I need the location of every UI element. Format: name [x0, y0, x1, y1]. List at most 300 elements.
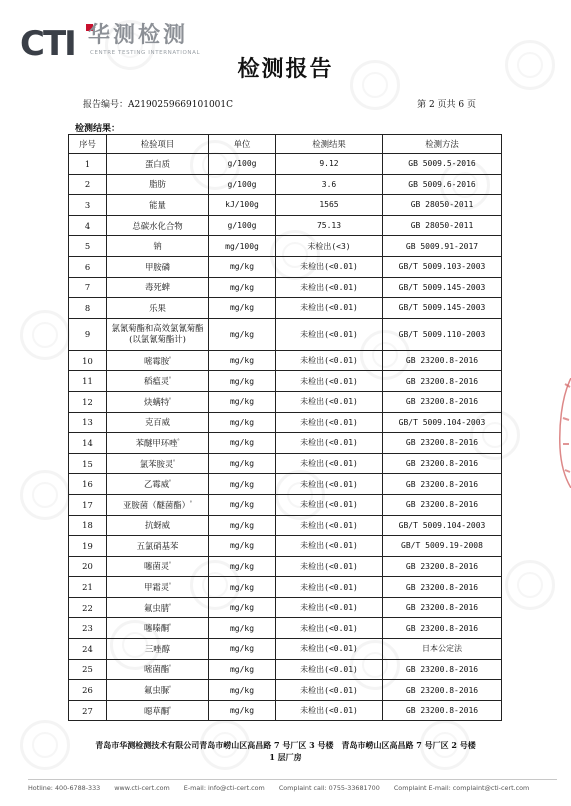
cell-unit-text: mg/100g — [225, 241, 259, 251]
cell-no — [69, 474, 107, 495]
cell-result-text: 未检出(<0.01) — [300, 685, 358, 695]
cell-result — [276, 433, 383, 454]
cell-unit — [209, 174, 276, 195]
cell-item-text: 稻瘟灵 — [143, 376, 170, 387]
cell-method — [383, 453, 502, 474]
cell-item — [107, 577, 209, 598]
cell-result — [276, 618, 383, 639]
cell-no-text: 3 — [84, 199, 91, 210]
cell-result-text: 未检出(<0.01) — [300, 644, 358, 654]
cell-result-text: 未检出(<0.01) — [300, 541, 358, 551]
cell-item-text: 钠 — [153, 241, 162, 252]
cell-result — [276, 195, 383, 216]
cell-result — [276, 639, 383, 660]
cell-method-text: GB 23200.8-2016 — [405, 603, 479, 613]
cell-unit — [209, 597, 276, 618]
test-mark: ᵟ — [173, 458, 176, 465]
cell-unit — [209, 577, 276, 598]
cell-unit-text: mg/kg — [229, 376, 255, 386]
cell-method-text: GB/T 5009.19-2008 — [401, 541, 483, 551]
cell-unit-text: mg/kg — [229, 459, 255, 469]
cell-item-text: 总碳水化合物 — [132, 220, 183, 231]
cell-method-text: GB/T 5009.104-2003 — [398, 520, 486, 530]
cell-item-text: 抗蚜威 — [144, 520, 171, 531]
cell-item — [107, 474, 209, 495]
cell-no-text: 10 — [82, 355, 93, 366]
email-link[interactable]: E-mail: info@cti-cert.com — [183, 784, 265, 792]
cell-result-text: 未检出(<0.01) — [300, 397, 358, 407]
cell-result — [276, 371, 383, 392]
test-mark: ᵟ — [169, 705, 172, 712]
cell-method-text: GB/T 5009.103-2003 — [398, 262, 486, 272]
cell-no — [69, 659, 107, 680]
test-mark: ᵟ — [169, 561, 172, 568]
cell-item-text: 嘧霉胺 — [143, 355, 170, 366]
cell-no-text: 20 — [82, 561, 93, 572]
cell-result-text: 未检出(<0.01) — [300, 623, 358, 633]
cell-no — [69, 639, 107, 660]
cell-item-text: 噻菌灵 — [143, 561, 170, 572]
cell-item-text: 氟虫腈 — [143, 602, 170, 613]
cell-method — [383, 318, 502, 350]
cell-method-text: GB 23200.8-2016 — [405, 582, 479, 592]
cell-result — [276, 174, 383, 195]
cell-unit — [209, 256, 276, 277]
cell-result-text: 未检出(<0.01) — [300, 282, 358, 292]
report-number: 报告编号：A2190259669101001C — [83, 100, 234, 110]
cell-item-text: 克百威 — [144, 417, 171, 428]
cell-method-text: GB 23200.8-2016 — [405, 356, 479, 366]
cell-no-text: 13 — [82, 417, 93, 428]
cell-no-text: 11 — [82, 376, 93, 387]
cell-method-text: 日本公定法 — [422, 644, 462, 654]
cell-result-text: 未检出(<0.01) — [300, 479, 358, 489]
cell-item-text: 乙霉威 — [143, 479, 170, 490]
cell-result-text: 未检出(<0.01) — [300, 376, 358, 386]
cell-unit-text: mg/kg — [229, 303, 255, 313]
cell-result-text: 未检出(<0.01) — [300, 664, 358, 674]
cell-no — [69, 277, 107, 298]
cell-unit-text: kJ/100g — [225, 200, 259, 210]
cell-item — [107, 494, 209, 515]
cell-no — [69, 215, 107, 236]
cell-result-text: 未检出(<0.01) — [300, 417, 358, 427]
cell-unit-text: mg/kg — [229, 623, 255, 633]
cell-item — [107, 277, 209, 298]
table-row — [69, 412, 502, 433]
cell-item-text: 毒死蜱 — [144, 282, 171, 293]
cell-unit-text: mg/kg — [229, 479, 255, 489]
col-header-unit: 单位 — [209, 135, 276, 154]
table-row — [69, 577, 502, 598]
cell-no — [69, 195, 107, 216]
cell-result — [276, 256, 383, 277]
cell-unit — [209, 433, 276, 454]
test-mark: ᵟ — [177, 438, 180, 445]
cell-unit-text: mg/kg — [229, 417, 255, 427]
cell-no — [69, 371, 107, 392]
page-info: 第 2 页共 6 页 — [417, 100, 476, 110]
cell-method — [383, 639, 502, 660]
cell-item-text: 甲胺磷 — [144, 261, 171, 272]
cell-unit-text: g/100g — [227, 179, 257, 189]
cell-item — [107, 659, 209, 680]
cell-no — [69, 154, 107, 175]
cell-unit-text: mg/kg — [229, 500, 255, 510]
cell-no — [69, 597, 107, 618]
cell-item — [107, 195, 209, 216]
cell-unit — [209, 474, 276, 495]
logo-name: 华测检测 — [88, 23, 189, 48]
cell-result — [276, 494, 383, 515]
cell-method — [383, 256, 502, 277]
cell-result-text: 未检出(<0.01) — [300, 262, 358, 272]
table-header-row — [69, 135, 502, 154]
cell-method — [383, 371, 502, 392]
cell-no — [69, 236, 107, 257]
cell-method — [383, 680, 502, 701]
cell-method-text: GB/T 5009.145-2003 — [398, 303, 486, 313]
cell-method — [383, 556, 502, 577]
table-row — [69, 700, 502, 721]
cell-result — [276, 412, 383, 433]
table-row — [69, 174, 502, 195]
logo-subtitle: CENTRE TESTING INTERNATIONAL — [90, 50, 201, 56]
table-row — [69, 277, 502, 298]
address-line-2: 1 层厂房 — [269, 752, 302, 762]
cell-item — [107, 298, 209, 319]
cell-item — [107, 680, 209, 701]
cell-unit — [209, 350, 276, 371]
cell-no-text: 14 — [82, 437, 93, 448]
cell-unit — [209, 215, 276, 236]
cell-method — [383, 474, 502, 495]
table-row — [69, 298, 502, 319]
table-row — [69, 236, 502, 257]
cell-no-text: 5 — [84, 241, 91, 252]
cell-method — [383, 174, 502, 195]
cell-unit — [209, 659, 276, 680]
test-mark: ᵟ — [169, 623, 172, 630]
cell-item — [107, 597, 209, 618]
table-row — [69, 515, 502, 536]
cell-method — [383, 195, 502, 216]
cell-method — [383, 597, 502, 618]
cell-no-text: 6 — [84, 261, 91, 272]
table-row — [69, 318, 502, 350]
cell-no-text: 19 — [82, 540, 93, 551]
cell-result-text: 未检出(<0.01) — [300, 603, 358, 613]
cell-item-text: 噻嗪酮 — [143, 623, 170, 634]
cell-item — [107, 433, 209, 454]
table-body — [69, 154, 502, 721]
cell-method-text: GB 23200.8-2016 — [405, 685, 479, 695]
cell-item — [107, 371, 209, 392]
cell-no — [69, 391, 107, 412]
cell-result — [276, 391, 383, 412]
cell-no-text: 7 — [84, 282, 91, 293]
cell-item — [107, 256, 209, 277]
table-row — [69, 536, 502, 557]
cell-item — [107, 236, 209, 257]
cell-item — [107, 350, 209, 371]
table-row — [69, 433, 502, 454]
cell-item — [107, 556, 209, 577]
cell-method-text: GB 5009.6-2016 — [408, 179, 476, 189]
cell-result — [276, 474, 383, 495]
cell-result — [276, 659, 383, 680]
cell-no-text: 24 — [82, 643, 93, 654]
cell-unit-text: mg/kg — [229, 541, 255, 551]
cell-method-text: GB 5009.91-2017 — [405, 241, 479, 251]
cell-unit-text: mg/kg — [229, 356, 255, 366]
cell-item-text: 脂肪 — [149, 179, 166, 190]
cell-no — [69, 453, 107, 474]
cell-method — [383, 659, 502, 680]
cell-result — [276, 453, 383, 474]
cell-result-text: 未检出(<0.01) — [300, 356, 358, 366]
cell-item-text: 能量 — [149, 199, 166, 210]
cell-result — [276, 680, 383, 701]
cell-method-text: GB/T 5009.104-2003 — [398, 417, 486, 427]
cell-method — [383, 277, 502, 298]
cell-no — [69, 680, 107, 701]
cell-unit — [209, 391, 276, 412]
cell-item — [107, 318, 209, 350]
table-row — [69, 494, 502, 515]
cell-method-text: GB 23200.8-2016 — [405, 397, 479, 407]
cell-item-text: 乐果 — [149, 302, 166, 313]
cell-unit — [209, 618, 276, 639]
cell-result-text: 未检出(<0.01) — [300, 582, 358, 592]
cell-method — [383, 236, 502, 257]
cell-method-text: GB 23200.8-2016 — [405, 376, 479, 386]
cell-method-text: GB/T 5009.110-2003 — [398, 329, 486, 339]
cell-unit — [209, 277, 276, 298]
cell-no-text: 27 — [82, 705, 93, 716]
cell-unit — [209, 318, 276, 350]
cell-method — [383, 215, 502, 236]
cell-method-text: GB 23200.8-2016 — [405, 500, 479, 510]
cell-no — [69, 577, 107, 598]
cell-no — [69, 556, 107, 577]
cell-method — [383, 494, 502, 515]
cell-method-text: GB 5009.5-2016 — [408, 159, 476, 169]
hotline: Hotline: 400-6788-333 — [28, 784, 101, 792]
cell-item-text: 苯醚甲环唑 — [135, 437, 178, 448]
watermark-circle — [505, 560, 555, 610]
table-row — [69, 618, 502, 639]
website-link[interactable]: www.cti-cert.com — [114, 784, 170, 792]
cell-unit — [209, 453, 276, 474]
cell-method-text: GB/T 5009.145-2003 — [398, 282, 486, 292]
test-mark: ᵟ — [169, 582, 172, 589]
test-mark: ᵟ — [169, 685, 172, 692]
table-row — [69, 215, 502, 236]
cell-no-text: 16 — [82, 479, 93, 490]
cell-item-text: 炔螨特 — [143, 396, 170, 407]
cell-result-text: 未检出(<0.01) — [300, 500, 358, 510]
cell-item — [107, 412, 209, 433]
table-row — [69, 556, 502, 577]
test-mark: ᵟ — [169, 664, 172, 671]
cell-unit — [209, 298, 276, 319]
test-mark: ᵟ — [169, 602, 172, 609]
cell-result-text: 未检出(<3) — [307, 241, 351, 251]
cell-result-text: 1565 — [319, 200, 339, 210]
cell-item — [107, 639, 209, 660]
cell-item — [107, 536, 209, 557]
logo-mark: CTI — [20, 24, 75, 64]
cell-method-text: GB 28050-2011 — [410, 200, 474, 210]
seal-stamp-icon — [557, 378, 571, 488]
watermark-circle — [20, 310, 70, 360]
table-row — [69, 659, 502, 680]
cell-unit-text: mg/kg — [229, 603, 255, 613]
cell-no-text: 23 — [82, 623, 93, 634]
cell-result — [276, 556, 383, 577]
cell-item — [107, 515, 209, 536]
table-row — [69, 154, 502, 175]
cell-item-text: 蛋白质 — [144, 158, 171, 169]
cell-no-text: 4 — [84, 220, 91, 231]
cell-item — [107, 154, 209, 175]
page-title: 检测报告 — [237, 57, 334, 82]
cell-unit — [209, 494, 276, 515]
cell-item-text: 三唑醇 — [144, 643, 171, 654]
test-mark: ᵟ — [169, 396, 172, 403]
table-row — [69, 350, 502, 371]
cell-method-text: GB 23200.8-2016 — [405, 623, 479, 633]
table-row — [69, 680, 502, 701]
cell-unit — [209, 556, 276, 577]
cell-unit-text: g/100g — [227, 221, 257, 231]
cell-method-text: GB 23200.8-2016 — [405, 664, 479, 674]
cell-unit-text: mg/kg — [229, 561, 255, 571]
cell-no-text: 2 — [84, 179, 91, 190]
cell-result-text: 未检出(<0.01) — [300, 459, 358, 469]
table-row — [69, 474, 502, 495]
contact-bar — [28, 779, 557, 792]
address-line-1: 青岛市华测检测技术有限公司青岛市崂山区高昌路 7 号厂区 3 号楼 青岛市崂山区高昌路 7 号厂区 2 号楼 — [95, 740, 476, 750]
cell-result — [276, 515, 383, 536]
cell-item — [107, 215, 209, 236]
cell-method-text: GB 23200.8-2016 — [405, 438, 479, 448]
test-mark: ᵟ — [169, 479, 172, 486]
cell-unit-text: mg/kg — [229, 520, 255, 530]
cell-method — [383, 577, 502, 598]
cell-result-text: 75.13 — [316, 221, 342, 231]
cell-result — [276, 577, 383, 598]
test-mark: ᵟ — [190, 499, 192, 506]
cell-method — [383, 154, 502, 175]
cell-item-text: 嘧菌酯 — [143, 664, 170, 675]
cell-unit — [209, 371, 276, 392]
watermark-circle — [20, 470, 70, 520]
col-header-method: 检测方法 — [383, 135, 502, 154]
cell-result — [276, 298, 383, 319]
cell-result-text: 未检出(<0.01) — [300, 706, 358, 716]
col-header-no: 序号 — [69, 135, 107, 154]
cell-unit — [209, 515, 276, 536]
complaint-email-link[interactable]: Complaint E-mail: complaint@cti-cert.com — [393, 784, 530, 792]
cell-method — [383, 433, 502, 454]
cell-result-text: 未检出(<0.01) — [300, 520, 358, 530]
cell-result-text: 未检出(<0.01) — [300, 303, 358, 313]
cell-method — [383, 391, 502, 412]
complaint-call: Complaint call: 0755-33681700 — [278, 784, 380, 792]
cell-result — [276, 536, 383, 557]
cell-item — [107, 618, 209, 639]
cell-result-text: 未检出(<0.01) — [300, 438, 358, 448]
table-row — [69, 391, 502, 412]
cell-result — [276, 277, 383, 298]
col-header-result: 检测结果 — [276, 135, 383, 154]
cell-method-text: GB 28050-2011 — [410, 221, 474, 231]
cell-result-text: 未检出(<0.01) — [300, 561, 358, 571]
results-table — [68, 134, 502, 721]
cell-method — [383, 298, 502, 319]
cell-no — [69, 494, 107, 515]
cell-method — [383, 515, 502, 536]
cell-no — [69, 298, 107, 319]
cell-method — [383, 618, 502, 639]
cell-item-text: 氯苯胺灵 — [139, 458, 174, 469]
cell-result-text: 未检出(<0.01) — [300, 329, 358, 339]
cell-unit-text: mg/kg — [229, 685, 255, 695]
cell-result — [276, 700, 383, 721]
cell-method — [383, 536, 502, 557]
cell-item — [107, 391, 209, 412]
cell-result — [276, 318, 383, 350]
col-header-item: 检验项目 — [107, 135, 209, 154]
section-title: 检测结果： — [75, 124, 121, 134]
cell-item-text: 甲霜灵 — [143, 582, 170, 593]
cell-no — [69, 618, 107, 639]
cell-no-text: 8 — [84, 302, 91, 313]
cell-no — [69, 412, 107, 433]
table-row — [69, 256, 502, 277]
cell-no — [69, 433, 107, 454]
cell-result — [276, 236, 383, 257]
cell-unit-text: mg/kg — [229, 706, 255, 716]
cell-method-text: GB 23200.8-2016 — [405, 479, 479, 489]
cell-no-text: 26 — [82, 685, 93, 696]
cell-unit-text: mg/kg — [229, 582, 255, 592]
cell-item — [107, 174, 209, 195]
test-mark: ᵟ — [169, 355, 172, 362]
cell-method-text: GB 23200.8-2016 — [405, 561, 479, 571]
cell-unit — [209, 680, 276, 701]
cell-no-text: 17 — [82, 499, 93, 510]
cell-result — [276, 154, 383, 175]
cell-unit-text: mg/kg — [229, 664, 255, 674]
cell-item-text: 氯氰菊酯和高效氯氰菊酯(以氯氰菊酯计) — [111, 323, 204, 345]
cell-method — [383, 700, 502, 721]
cell-method-text: GB 23200.8-2016 — [405, 459, 479, 469]
cell-no — [69, 318, 107, 350]
table-row — [69, 453, 502, 474]
cell-method — [383, 350, 502, 371]
cell-item-text: 五氯硝基苯 — [136, 540, 179, 551]
cell-no — [69, 174, 107, 195]
cell-item — [107, 453, 209, 474]
cell-unit — [209, 412, 276, 433]
cell-no-text: 22 — [82, 602, 93, 613]
test-mark: ᵟ — [169, 376, 172, 383]
cell-unit — [209, 639, 276, 660]
cell-no — [69, 350, 107, 371]
